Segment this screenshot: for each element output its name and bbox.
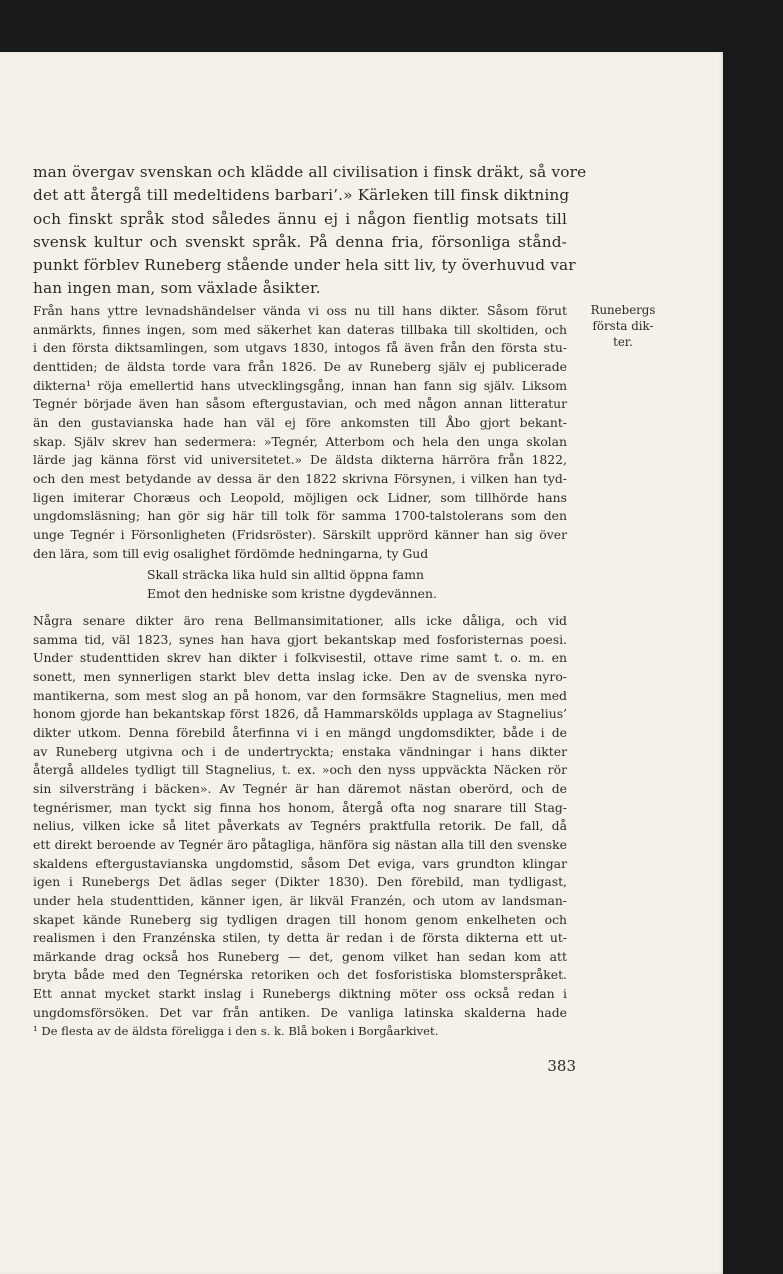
text-line: lärde jag känna först vid universitetet.» De äldsta dikterna härröra från 1822,	[33, 452, 567, 468]
text-line: honom gjorde han bekantskap först 1826, då Hammarskölds upplaga av Stagnelius’	[33, 706, 567, 722]
text-line: anmärkts, finnes ingen, som med säkerhet kan dateras tillbaka till skoltiden, och	[33, 321, 567, 337]
text-line: märkande drag också hos Runeberg — det, genom vilket han sedan kom att	[33, 948, 567, 964]
text-line: unge Tegnér i Försonligheten (Fridsröster). Särskilt upprörd känner han sig över	[33, 526, 567, 542]
poem-quote	[147, 566, 567, 603]
text-line: och den mest betydande av dessa är den 1822 skrivna Försynen, i vilken han tyd-	[33, 470, 567, 486]
paragraph-two	[33, 302, 567, 563]
text-line: sonett, men synnerligen starkt blev detta inslag icke. Den av de svenska nyro-	[33, 668, 567, 684]
text-line: man övergav svenskan och klädde all civilisation i finsk dräkt, så vore	[33, 163, 587, 181]
text-line: ungdomsläsning; han gör sig här till tolk för samma 1700-talstolerans som den	[33, 508, 567, 524]
margin-note-line: Runebergs	[590, 303, 656, 317]
margin-note-line: första dik-	[592, 319, 654, 334]
text-line: återgå alldeles tydligt till Stagnelius, t. ex. »och den nyss uppväckta Näcken rör	[33, 762, 567, 778]
text-line: Från hans yttre levnadshändelser vända vi oss nu till hans dikter. Såsom förut	[33, 303, 567, 318]
book-page	[0, 52, 723, 1274]
footnote-text: ¹ De flesta av de äldsta föreligga i den s. k. Blå boken i Borgåarkivet.	[33, 1024, 439, 1038]
text-line: sin silversträng i bäcken». Av Tegnér är han däremot nästan oberörd, och de	[33, 780, 567, 796]
text-line: mantikerna, som mest slog an på honom, var den formsäkre Stagnelius, men med	[33, 687, 567, 703]
text-line: och finskt språk stod således ännu ej i någon fientlig motsats till	[33, 209, 567, 228]
text-line: denttiden; de äldsta torde vara från 1826. De av Runeberg själv ej publicerade	[33, 358, 567, 374]
poem-line: Skall sträcka lika huld sin alltid öppna famn	[147, 567, 424, 582]
text-line: samma tid, väl 1823, synes han hava gjort bekantskap med fosforisternas poesi.	[33, 631, 567, 647]
paragraph-three	[33, 612, 567, 1022]
text-line: bryta både med den Tegnérska retoriken och det fosforistiska blomsterspråket.	[33, 967, 567, 983]
text-line: ligen imiterar Choræus och Leopold, möjligen ock Lidner, som tillhörde hans	[33, 489, 567, 505]
text-line: skap. Själv skrev han sedermera: »Tegnér, Atterbom och hela den unga skolan	[33, 433, 567, 449]
text-line: av Runeberg utgivna och i de undertryckta; enstaka vändningar i hans dikter	[33, 743, 567, 759]
text-line: igen i Runebergs Det ädlas seger (Dikter 1830). Den förebild, man tydligast,	[33, 874, 567, 890]
text-line: ett direkt beroende av Tegnér äro påtagliga, hänföra sig nästan alla till den svenske	[33, 836, 567, 852]
footnote	[33, 1023, 567, 1039]
text-line: i den första diktsamlingen, som utgavs 1830, intogos få även från den första stu-	[33, 340, 567, 356]
margin-note	[578, 302, 668, 351]
text-line: realismen i den Franzénska stilen, ty detta är redan i de första dikterna ett ut-	[33, 930, 567, 946]
text-line: Några senare dikter äro rena Bellmansimitationer, alls icke dåliga, och vid	[33, 613, 567, 628]
text-line: än den gustavianska hade han väl ej före ankomsten till Åbo gjort bekant-	[33, 414, 567, 430]
text-line: ungdomsförsöken. Det var från antiken. De vanliga latinska skalderna hade	[33, 1004, 567, 1020]
text-line: punkt förblev Runeberg stående under hela sitt liv, ty överhuvud var	[33, 256, 576, 275]
text-line: skapet kände Runeberg sig tydligen dragen till honom genom enkelheten och	[33, 911, 567, 927]
text-line: det att återgå till medeltidens barbari’.» Kärleken till finsk diktning	[33, 186, 570, 205]
poem-line: Emot den hedniske som kristne dygdevännen.	[147, 585, 437, 601]
page-number: 383	[547, 1057, 576, 1075]
text-line: dikter utkom. Denna förebild återfinna vi i en mängd ungdomsdikter, både i de	[33, 724, 567, 740]
text-line: Tegnér började även han såsom eftergustavian, och med någon annan litteratur	[33, 396, 567, 412]
margin-note-line: ter.	[613, 335, 633, 350]
text-line: under hela studenttiden, känner igen, är likväl Franzén, och utom av landsman-	[33, 892, 567, 908]
text-line: han ingen man, som växlade åsikter.	[33, 279, 321, 298]
text-line: den lära, som till evig osalighet fördömde hedningarna, ty Gud	[33, 545, 429, 561]
text-line: skaldens eftergustavianska ungdomstid, såsom Det eviga, vars grundton klingar	[33, 855, 567, 871]
text-line: tegnérismer, man tyckt sig finna hos honom, återgå ofta nog snarare till Stag-	[33, 799, 567, 815]
text-line: nelius, vilken icke så litet påverkats av Tegnérs praktfulla retorik. De fall, då	[33, 818, 567, 834]
text-line: svensk kultur och svenskt språk. På denna fria, försonliga stånd-	[33, 232, 567, 251]
text-line: Under studenttiden skrev han dikter i folkvisestil, ottave rime samt t. o. m. en	[33, 650, 567, 666]
text-line: dikterna¹ röja emellertid hans utvecklingsgång, innan han fann sig själv. Liksom	[33, 377, 567, 393]
text-line: Ett annat mycket starkt inslag i Runebergs diktning möter oss också redan i	[33, 986, 567, 1002]
intro-paragraph	[33, 161, 587, 301]
